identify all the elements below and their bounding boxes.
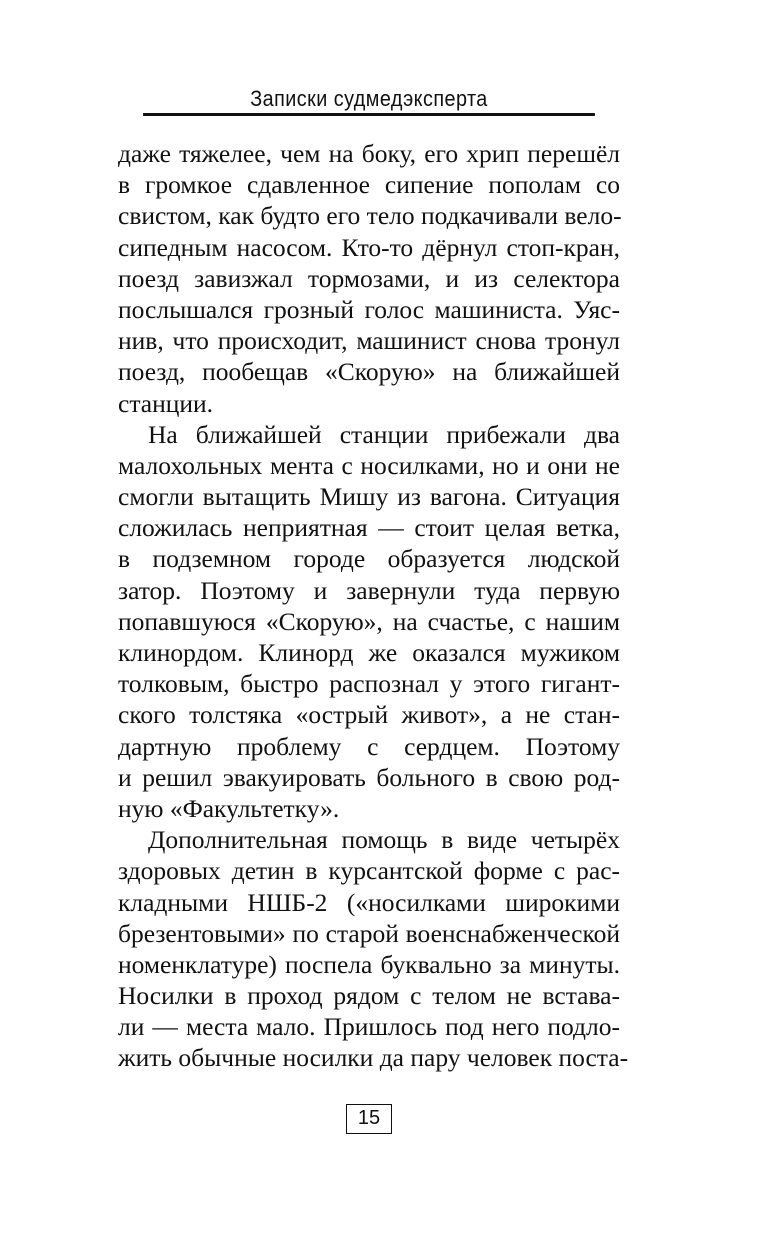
text-line: затор. Поэтому и завернули туда первую bbox=[118, 575, 620, 605]
page-number-text: 15 bbox=[357, 1107, 381, 1129]
text-line: станции. bbox=[118, 388, 214, 418]
text-line: послышался грозный голос машиниста. Уяс- bbox=[118, 294, 620, 324]
text-line: брезентовыми» по старой военснабженческой bbox=[118, 918, 620, 948]
text-line: толковым, быстро распознал у этого гигант- bbox=[118, 669, 620, 699]
running-head bbox=[143, 86, 595, 116]
body-text bbox=[118, 138, 629, 1074]
text-line: в громкое сдавленное сипение пополам со bbox=[118, 170, 620, 200]
text-line: в подземном городе образуется людской bbox=[118, 544, 620, 574]
paragraph-2 bbox=[118, 419, 620, 824]
running-title: Записки судмедэксперта bbox=[250, 86, 488, 111]
text-line: нив, что происходит, машинист снова тронул bbox=[118, 326, 620, 356]
page-number bbox=[346, 1104, 392, 1134]
text-line: поезд, пообещав «Скорую» на ближайшей bbox=[118, 357, 620, 387]
text-line: клинордом. Клинорд же оказался мужиком bbox=[118, 638, 620, 667]
text-line: Носилки в проход рядом с телом не встава- bbox=[118, 981, 620, 1011]
text-line: жить обычные носилки да пару человек поста- bbox=[118, 1043, 629, 1073]
text-line: ную «Факультетку». bbox=[118, 793, 340, 823]
text-line: дартную проблему с сердцем. Поэтому bbox=[118, 731, 620, 761]
paragraph-3 bbox=[118, 824, 629, 1074]
text-line: смогли вытащить Мишу из вагона. Ситуация bbox=[118, 482, 620, 512]
paragraph-1 bbox=[118, 138, 620, 419]
text-line: ского толстяка «острый живот», а не стан- bbox=[118, 700, 620, 730]
text-line: даже тяжелее, чем на боку, его хрип перешёл bbox=[118, 139, 620, 168]
text-line: и решил эвакуировать больного в свою род- bbox=[118, 762, 620, 792]
text-line: Дополнительная помощь в виде четырёх bbox=[148, 825, 620, 855]
text-line: сипедным насосом. Кто-то дёрнул стоп-кран, bbox=[118, 232, 620, 262]
text-line: здоровых детин в курсантской форме с рас- bbox=[118, 856, 620, 886]
text-line: На ближайшей станции прибежали два bbox=[148, 419, 620, 449]
text-line: ли — места мало. Пришлось под него подло- bbox=[118, 1012, 620, 1042]
text-line: сложилась неприятная — стоит целая ветка, bbox=[118, 513, 620, 543]
text-line: свистом, как будто его тело подкачивали вело- bbox=[118, 201, 622, 231]
text-line: поезд завизжал тормозами, и из селектора bbox=[118, 263, 620, 293]
text-line: малохольных мента с носилками, но и они не bbox=[118, 450, 620, 480]
text-line: попавшуюся «Скорую», на счастье, с нашим bbox=[118, 606, 620, 636]
text-line: кладными НШБ-2 («носилками широкими bbox=[118, 887, 620, 917]
text-line: номенклатуре) поспела буквально за минуты. bbox=[118, 949, 620, 979]
